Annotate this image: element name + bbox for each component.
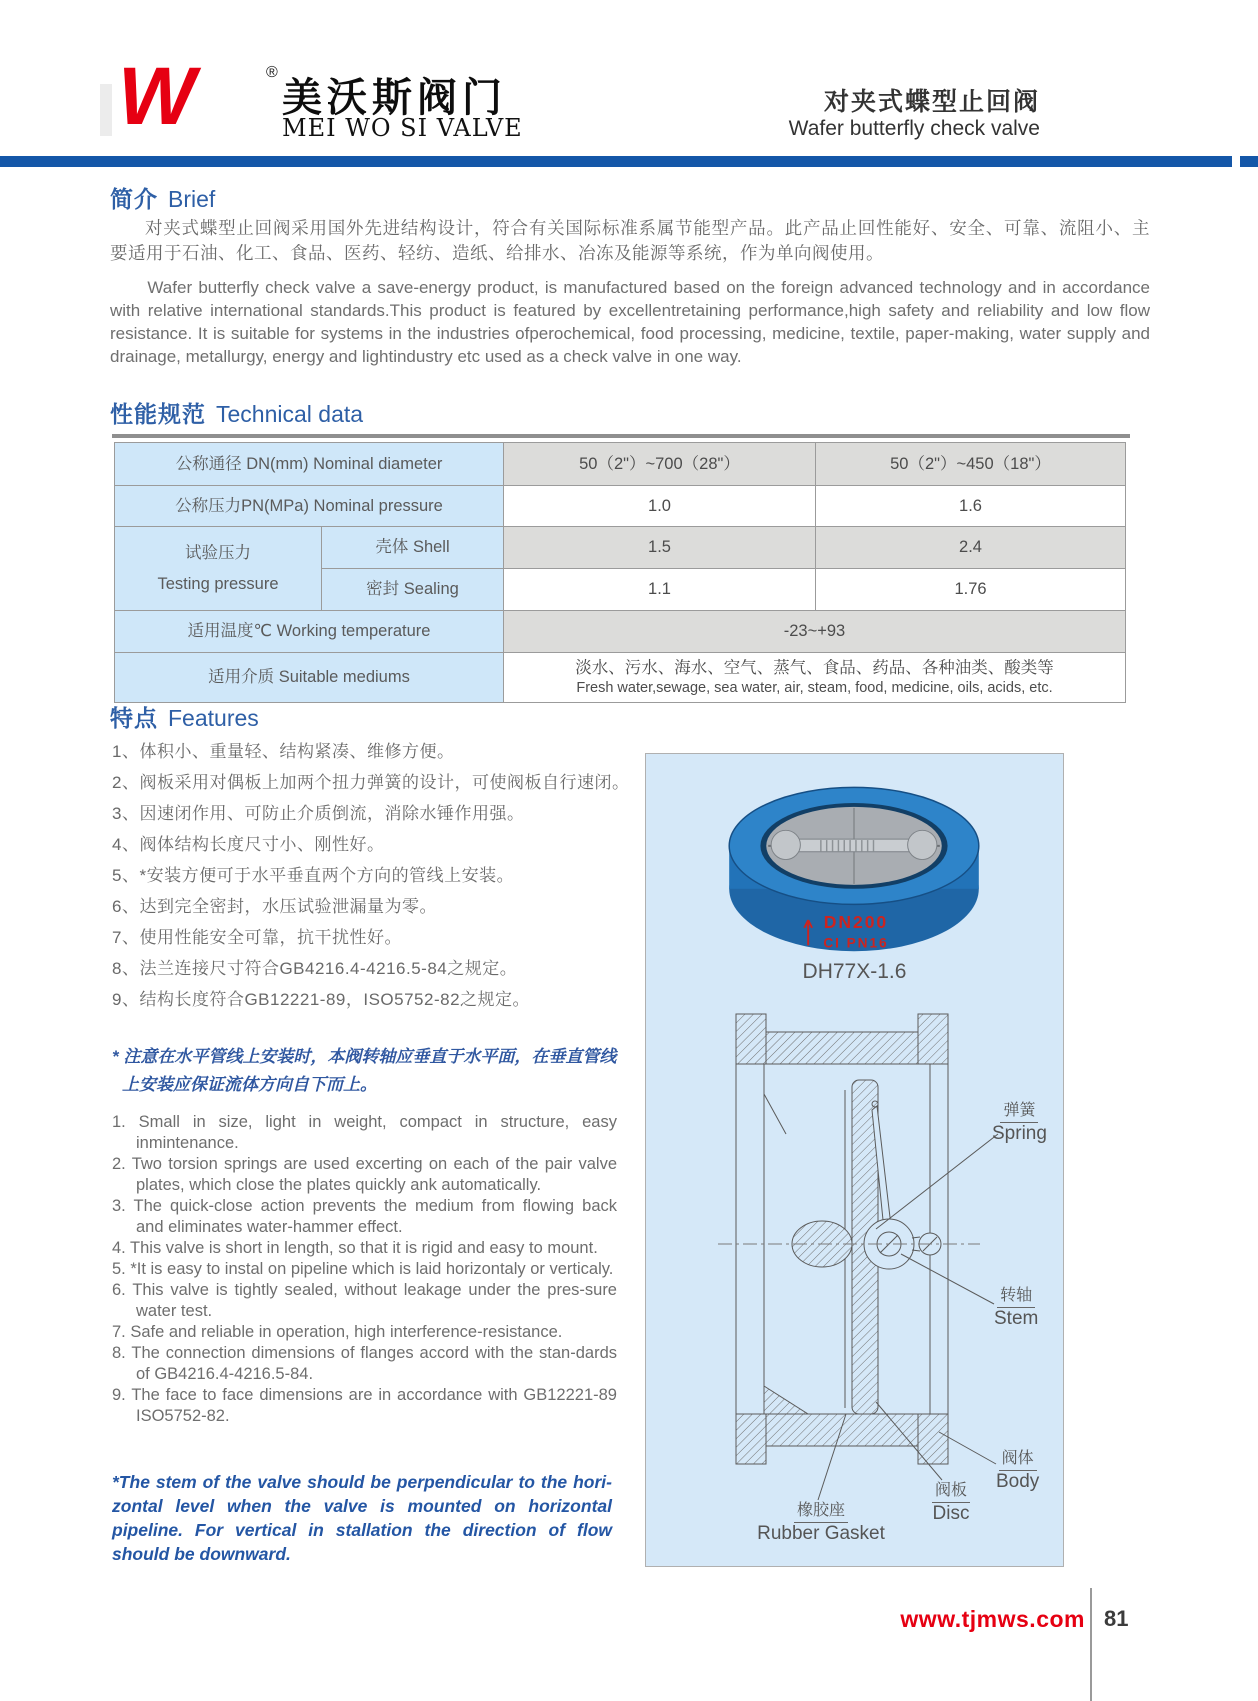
technical-section-title: 性能规范 Technical data [110, 401, 364, 427]
label-body: 阀体 Body [996, 1450, 1040, 1493]
scan-edge-artifact [100, 84, 112, 136]
list-item: 3. The quick-close action prevents the medium from flowing back and eliminates water-hammer effect. [112, 1197, 617, 1236]
cell-dn-label: 公称通径 DN(mm) Nominal diameter [115, 443, 503, 485]
list-item: 6. This valve is tightly sealed, without leakage under the pres-sure water test. [112, 1281, 617, 1320]
list-item: 5. *It is easy to instal on pipeline which is laid horizontaly or verticaly. [112, 1260, 614, 1278]
list-item: 7. Safe and reliable in operation, high interference-resistance. [112, 1323, 563, 1341]
list-item: 7、使用性能安全可靠，抗干扰性好。 [112, 928, 402, 947]
header-rule-tip [1240, 156, 1258, 167]
label-disc: 阀板 Disc [932, 1482, 970, 1525]
list-item: 4. This valve is short in length, so that it is rigid and easy to mount. [112, 1239, 598, 1257]
page-number: 81 [1104, 1606, 1129, 1631]
product-title-chinese: 对夹式蝶型止回阀 [823, 88, 1040, 116]
list-item: 8. The connection dimensions of flanges accord with the stan-dards of GB4216.4-4216.5-84. [112, 1344, 617, 1383]
registered-trademark-icon: ® [266, 64, 278, 81]
cell-dn-b: 50（2"）~450（18"） [815, 443, 1125, 485]
list-item: 3、因速闭作用、可防止介质倒流，消除水锤作用强。 [112, 804, 525, 823]
cell-medium-label: 适用介质 Suitable mediums [115, 652, 503, 702]
table-top-rule [112, 434, 1130, 438]
cell-shell-label: 壳体 Shell [321, 526, 503, 568]
cell-medium-value: 淡水、污水、海水、空气、蒸气、食品、药品、各种油类、酸类等 Fresh water,sewage, sea water, air, steam, food, medicine, oils, acids, etc. [503, 652, 1125, 702]
list-item: 5、*安装方便可于水平垂直两个方向的管线上安装。 [112, 866, 515, 885]
spring-leader-line [876, 1134, 998, 1229]
valve-photo [674, 764, 1034, 959]
label-rubber-gasket: 橡胶座 Rubber Gasket [757, 1502, 885, 1545]
cell-sealing-a: 1.1 [503, 568, 815, 610]
footer-divider [1090, 1588, 1092, 1701]
valve-marking-pn: CI PN16 [823, 935, 889, 951]
cell-temp-value: -23~+93 [503, 610, 1125, 652]
brand-logo-icon: W [118, 51, 192, 142]
list-item: 9、结构长度符合GB12221-89，ISO5752-82之规定。 [112, 990, 531, 1009]
label-spring: 弹簧 Spring [992, 1102, 1047, 1145]
technical-data-table [114, 442, 1126, 703]
cell-temp-label: 适用温度℃ Working temperature [115, 610, 503, 652]
list-item: 4、阀体结构长度尺寸小、刚性好。 [112, 835, 385, 854]
features-list-chinese [112, 736, 629, 1015]
brand-name-chinese: 美沃斯阀门 [282, 74, 507, 121]
cell-pn-label: 公称压力PN(MPa) Nominal pressure [115, 485, 503, 526]
valve-marking-dn: DN200 [823, 911, 889, 932]
list-item: 6、达到完全密封，水压试验泄漏量为零。 [112, 897, 437, 916]
brief-paragraph-english: Wafer butterfly check valve a save-energy product, is manufactured based on the foreign advanced technology and in accordance with relative international standards.This product is featured by excellentretaining performance,high safety and reliability and low flow resistance. It is suitable for systems in the industries ofperochemical, food processing, medicine, textile, paper-making, water supply and drainage, metallurgy, energy and lightindustry etc used as a check valve in one way. [110, 278, 1150, 366]
header-rule [0, 156, 1232, 167]
cell-sealing-b: 1.76 [815, 568, 1125, 610]
brief-paragraph-chinese: 对夹式蝶型止回阀采用国外先进结构设计，符合有关国际标准系属节能型产品。此产品止回性能好、安全、可靠、流阻小、主要适用于石油、化工、食品、医药、轻纺、造纸、给排水、冶冻及能源等系统，作为单向阀使用。 [110, 218, 1150, 263]
model-caption: DH77X-1.6 [802, 960, 907, 983]
label-stem: 转轴 Stem [994, 1287, 1039, 1330]
installation-note-chinese: * 注意在水平管线上安装时，本阀转轴应垂直于水平面，在垂直管线 上安装应保证流体方向自下而上。 [112, 1047, 617, 1094]
features-section-title: 特点 Features [110, 705, 259, 731]
cell-shell-b: 2.4 [815, 526, 1125, 568]
product-title-english: Wafer butterfly check valve [788, 117, 1040, 140]
cell-shell-a: 1.5 [503, 526, 815, 568]
brand-name-english: MEI WO SI VALVE [282, 114, 523, 142]
cell-pn-a: 1.0 [503, 485, 815, 526]
cell-testing-pressure-label: 试验压力 Testing pressure [115, 526, 321, 610]
features-list-english [112, 1112, 617, 1427]
list-item: 1、体积小、重量轻、结构紧凑、维修方便。 [112, 742, 455, 761]
cell-pn-b: 1.6 [815, 485, 1125, 526]
installation-note-english: *The stem of the valve should be perpendicular to the hori-zontal level when the valve is mounted on horizontal pipeline. For vertical in stallation the direction of flow should be downward. [112, 1472, 612, 1564]
brief-section-title: 简介 Brief [110, 186, 216, 212]
product-panel [645, 753, 1064, 1567]
list-item: 9. The face to face dimensions are in accordance with GB12221-89 ISO5752-82. [112, 1386, 617, 1425]
list-item: 1. Small in size, light in weight, compact in structure, easy inmintenance. [112, 1113, 617, 1152]
list-item: 2、阀板采用对偶板上加两个扭力弹簧的设计，可使阀板自行速闭。 [112, 773, 630, 792]
list-item: 2. Two torsion springs are used excerting on each of the pair valve plates, which close the plates quickly ank automatically. [112, 1155, 617, 1194]
cell-sealing-label: 密封 Sealing [321, 568, 503, 610]
cell-dn-a: 50（2"）~700（28"） [503, 443, 815, 485]
list-item: 8、法兰连接尺寸符合GB4216.4-4216.5-84之规定。 [112, 959, 518, 978]
footer-website: www.tjmws.com [900, 1606, 1085, 1632]
